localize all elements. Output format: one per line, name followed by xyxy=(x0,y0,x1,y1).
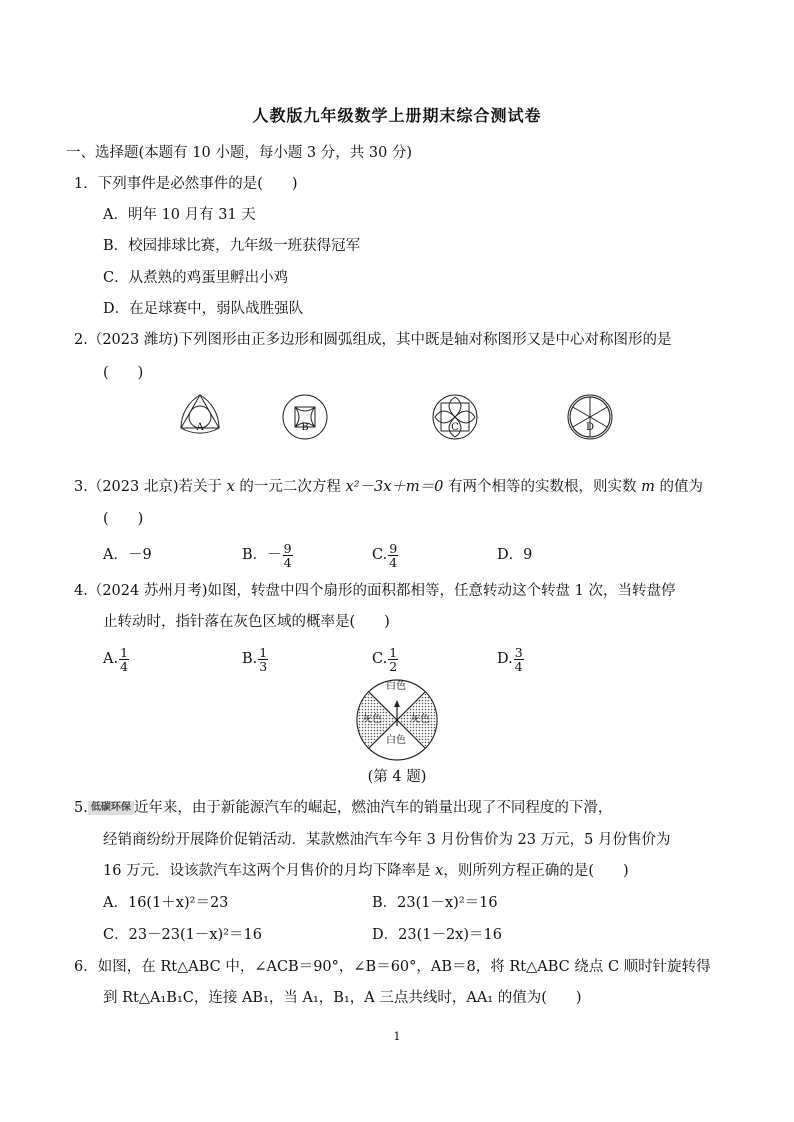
figure-a-label: A xyxy=(196,422,204,433)
q4-stem-line1: 4.（2024 苏州月考)如图，转盘中四个扇形的面积都相等，任意转动这个转盘 1 次，当转盘停 xyxy=(74,583,676,599)
q5-stem-line1: 5. 低碳环保 近年来，由于新能源汽车的崛起，燃油汽车的销量出现了不同程度的下滑， xyxy=(74,800,613,816)
figure-b-label: B xyxy=(301,422,309,433)
q1-option-b: B．校园排球比赛，九年级一班获得冠军 xyxy=(103,238,361,254)
q1-option-c: C．从煮熟的鸡蛋里孵出小鸡 xyxy=(103,270,289,286)
q3-option-a: A．－9 xyxy=(103,547,152,563)
q5-option-d: D．23(1－2x)＝16 xyxy=(372,927,502,943)
q1-option-a: A．明年 10 月有 31 天 xyxy=(103,207,256,223)
q6-stem-line2: 到 Rt△A₁B₁C，连接 AB₁，当 A₁，B₁，A 三点共线时，AA₁ 的值为( ) xyxy=(103,990,582,1006)
q2-answer-blank: ( ) xyxy=(103,365,144,381)
q4-option-c: C. $\frac{1}{2}$ xyxy=(372,644,398,674)
spinner-label-bottom: 白色 xyxy=(386,735,406,746)
section-heading: 一、选择题(本题有 10 小题，每小题 3 分，共 30 分) xyxy=(66,145,413,161)
q4-figure-caption: (第 4 题) xyxy=(367,769,427,785)
q4-option-b: B. $\frac{1}{3}$ xyxy=(242,644,268,674)
spinner-label-top: 白色 xyxy=(386,681,406,692)
q4-stem-line2: 止转动时，指针落在灰色区域的概率是( ) xyxy=(103,614,390,630)
q3-answer-blank: ( ) xyxy=(103,511,144,527)
q1-stem: 1．下列事件是必然事件的是( ) xyxy=(74,176,298,192)
q4-option-d: D. $\frac{3}{4}$ xyxy=(497,644,523,674)
figure-c-label: C xyxy=(451,422,459,433)
spinner-label-left: 灰色 xyxy=(362,714,382,725)
q5-option-c: C．23－23(1－x)²＝16 xyxy=(103,927,262,943)
page-title: 人教版九年级数学上册期末综合测试卷 xyxy=(252,106,542,125)
page-number: 1 xyxy=(393,1030,401,1043)
q6-stem-line1: 6．如图，在 Rt△ABC 中，∠ACB＝90°，∠B＝60°，AB＝8，将 Rt△ABC 绕点 C 顺时针旋转得 xyxy=(74,959,711,975)
q4-option-a: A. $\frac{1}{4}$ xyxy=(103,644,129,674)
q1-option-d: D．在足球赛中，弱队战胜强队 xyxy=(103,301,304,317)
q2-stem: 2.（2023 潍坊)下列图形由正多边形和圆弧组成，其中既是轴对称图形又是中心对称图形的是 xyxy=(74,332,672,348)
q5-stem-line2: 经销商纷纷开展降价促销活动．某款燃油汽车今年 3 月份售价为 23 万元，5 月份售价为 xyxy=(103,832,671,848)
q3-option-c: C. $\frac{9}{4}$ xyxy=(372,540,398,570)
q5-option-b: B．23(1－x)²＝16 xyxy=(372,895,498,911)
q3-option-b: B．－ $\frac{9}{4}$ xyxy=(242,540,292,570)
q2-figures xyxy=(160,392,640,442)
q5-stem-line3: 16 万元．设该款汽车这两个月售价的月均下降率是 x，则所列方程正确的是( ) xyxy=(103,863,629,879)
q3-stem: 3.（2023 北京)若关于 x 的一元二次方程 x²－3x＋m＝0 有两个相等的实数根，则实数 m 的值为 xyxy=(74,479,703,495)
q3-option-d: D．9 xyxy=(497,547,533,563)
figure-d-label: D xyxy=(585,422,595,433)
q5-option-a: A．16(1＋x)²＝23 xyxy=(103,895,229,911)
topic-tag: 低碳环保 xyxy=(88,801,134,815)
spinner-label-right: 灰色 xyxy=(410,714,430,725)
